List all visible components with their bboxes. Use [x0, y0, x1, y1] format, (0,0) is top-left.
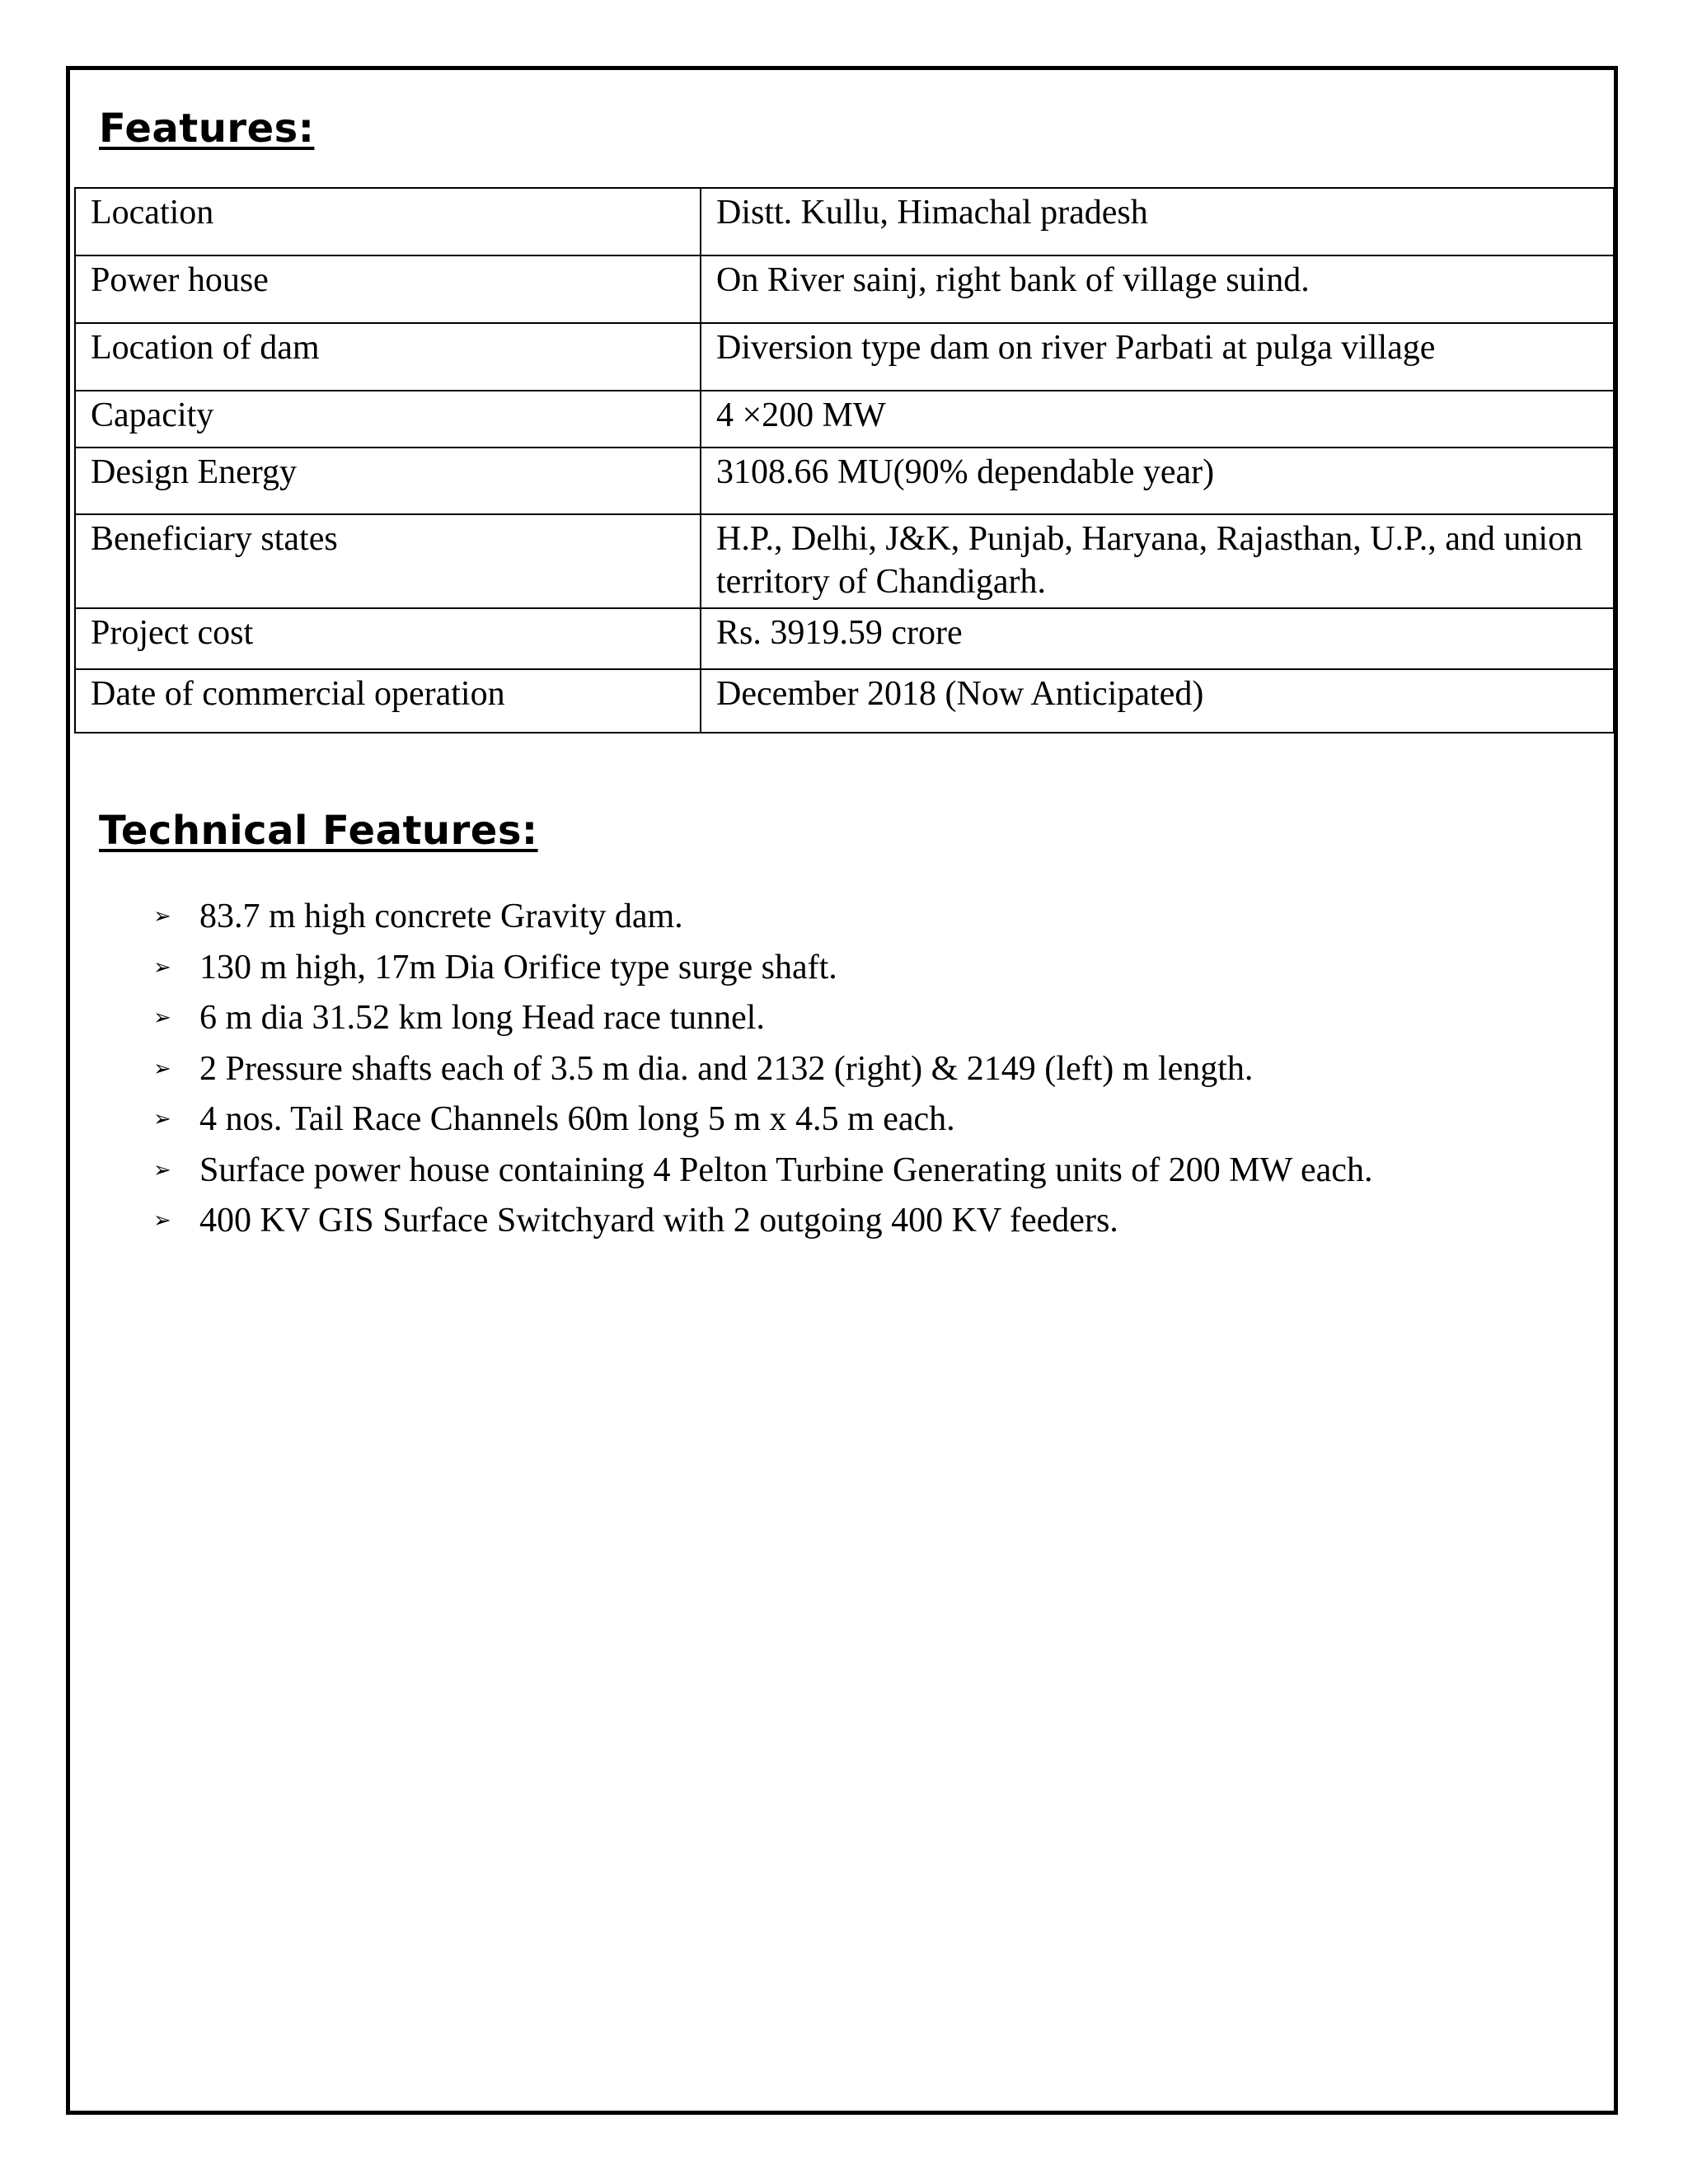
list-item [148, 993, 1372, 1044]
arrowhead-bullet-icon: ➢ [153, 954, 171, 980]
list-item [148, 1094, 1372, 1146]
feature-value: 3108.66 MU(90% dependable year) [701, 448, 1614, 514]
list-item-text: 4 nos. Tail Race Channels 60m long 5 m x 4.5 m each. [199, 1100, 955, 1138]
arrowhead-bullet-icon: ➢ [153, 1208, 171, 1233]
feature-label: Design Energy [75, 448, 701, 514]
list-item [148, 943, 1372, 994]
list-item-text: 2 Pressure shafts each of 3.5 m dia. and 2132 (right) & 2149 (left) m length. [199, 1049, 1254, 1088]
feature-value: 4 ×200 MW [701, 391, 1614, 448]
feature-label: Location [75, 188, 701, 255]
feature-value: H.P., Delhi, J&K, Punjab, Haryana, Rajasthan, U.P., and union territory of Chandigarh. [701, 514, 1614, 608]
table-row [75, 391, 1614, 448]
feature-value: Distt. Kullu, Himachal pradesh [701, 188, 1614, 255]
feature-value: On River sainj, right bank of village suind. [701, 255, 1614, 323]
arrowhead-bullet-icon: ➢ [153, 1157, 171, 1183]
features-table [74, 187, 1615, 733]
list-item-text: 6 m dia 31.52 km long Head race tunnel. [199, 999, 765, 1037]
table-row [75, 608, 1614, 669]
features-heading: Features: [99, 105, 315, 152]
table-row [75, 188, 1614, 255]
table-row [75, 323, 1614, 391]
feature-value: December 2018 (Now Anticipated) [701, 669, 1614, 733]
feature-value: Diversion type dam on river Parbati at pulga village [701, 323, 1614, 391]
table-row [75, 514, 1614, 608]
feature-label: Project cost [75, 608, 701, 669]
arrowhead-bullet-icon: ➢ [153, 1107, 171, 1132]
list-item-text: 83.7 m high concrete Gravity dam. [199, 898, 683, 935]
feature-label: Power house [75, 255, 701, 323]
table-row [75, 255, 1614, 323]
arrowhead-bullet-icon: ➢ [153, 1056, 171, 1081]
feature-value: Rs. 3919.59 crore [701, 608, 1614, 669]
technical-features-heading: Technical Features: [99, 808, 538, 854]
arrowhead-bullet-icon: ➢ [153, 1005, 171, 1030]
feature-label: Beneficiary states [75, 514, 701, 608]
list-item [148, 892, 1372, 943]
list-item-text: 130 m high, 17m Dia Orifice type surge shaft. [199, 948, 837, 987]
list-item-text: Surface power house containing 4 Pelton Turbine Generating units of 200 MW each. [199, 1151, 1373, 1189]
list-item [148, 1196, 1372, 1247]
list-item [148, 1044, 1372, 1095]
list-item [148, 1146, 1372, 1197]
arrowhead-bullet-icon: ➢ [153, 904, 171, 929]
feature-label: Date of commercial operation [75, 669, 701, 733]
feature-label: Capacity [75, 391, 701, 448]
technical-features-list [148, 892, 1372, 1247]
list-item-text: 400 KV GIS Surface Switchyard with 2 outgoing 400 KV feeders. [199, 1202, 1118, 1240]
feature-label: Location of dam [75, 323, 701, 391]
table-row [75, 448, 1614, 514]
table-row [75, 669, 1614, 733]
